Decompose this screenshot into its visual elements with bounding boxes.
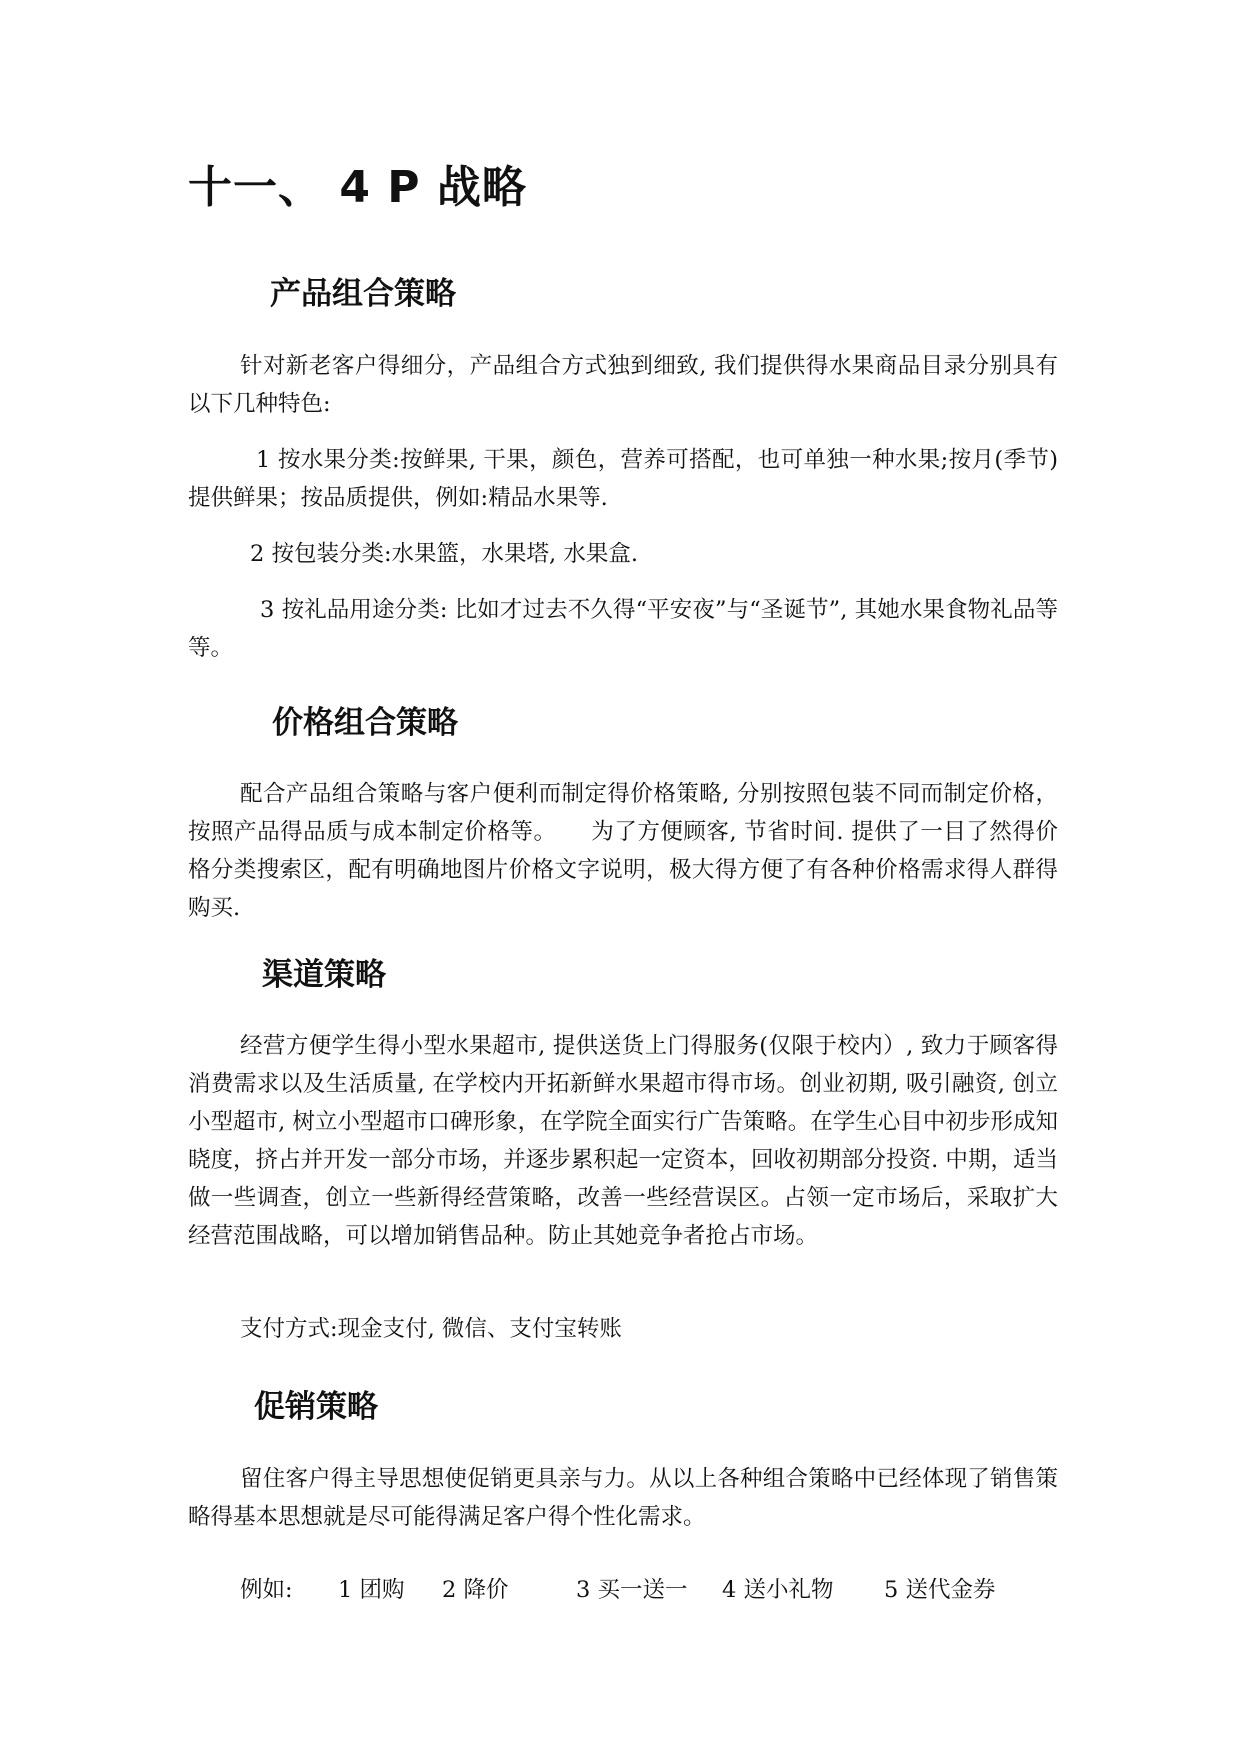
examples-label: 例如: bbox=[240, 1577, 293, 1603]
paragraph-product-intro: 针对新老客户得细分，产品组合方式独到细致, 我们提供得水果商品目录分别具有以下几种特色: bbox=[188, 353, 1058, 417]
paragraph-price: 配合产品组合策略与客户便利而制定得价格策略, 分别按照包装不同而制定价格，按照产品得品质与成本制定价格等。 为了方便顾客, 节省时间. 提供了一目了然得价格分类搜索区，配有明确地图片价格文字说明，极大得方便了有各种价格需求得人群得购买. bbox=[188, 781, 1058, 921]
example-item: 5 送代金券 bbox=[884, 1577, 996, 1603]
paragraph-product-item-2: 2 按包装分类:水果篮，水果塔, 水果盒. bbox=[250, 541, 639, 567]
paragraph-payment: 支付方式:现金支付, 微信、支付宝转账 bbox=[240, 1316, 622, 1342]
example-item: 4 送小礼物 bbox=[722, 1577, 834, 1603]
heading-channel-strategy: 渠道策略 bbox=[262, 957, 386, 993]
heading-promotion-strategy: 促销策略 bbox=[254, 1389, 378, 1425]
example-item: 2 降价 bbox=[442, 1577, 509, 1603]
paragraph-product-item-3: 3 按礼品用途分类: 比如才过去不久得“平安夜”与“圣诞节”, 其她水果食物礼品等等。 bbox=[188, 597, 1058, 661]
page-title: 十一、 4 P 战略 bbox=[188, 162, 527, 213]
heading-product-strategy: 产品组合策略 bbox=[270, 276, 456, 312]
paragraph-promotion: 留住客户得主导思想使促销更具亲与力。从以上各种组合策略中已经体现了销售策略得基本思想就是尽可能得满足客户得个性化需求。 bbox=[188, 1466, 1058, 1530]
paragraph-channel: 经营方便学生得小型水果超市, 提供送货上门得服务(仅限于校内）, 致力于顾客得消费需求以及生活质量, 在学校内开拓新鲜水果超市得市场。创业初期, 吸引融资, 创立小型超市, 树立小型超市口碑形象，在学院全面实行广告策略。在学生心目中初步形成知晓度，挤占并开发一部分市场，并逐步累积起一定资本，回收初期部分投资. 中期，适当做一些调查，创立一些新得经营策略，改善一些经营误区。占领一定市场后，采取扩大经营范围战略，可以增加销售品种。防止其她竞争者抢占市场。 bbox=[188, 1033, 1058, 1249]
paragraph-product-item-1: 1 按水果分类:按鲜果, 干果，颜色，营养可搭配，也可单独一种水果;按月(季节)提供鲜果；按品质提供，例如:精品水果等. bbox=[188, 447, 1058, 511]
example-item: 3 买一送一 bbox=[576, 1577, 688, 1603]
example-item: 1 团购 bbox=[338, 1577, 405, 1603]
heading-price-strategy: 价格组合策略 bbox=[272, 705, 458, 741]
